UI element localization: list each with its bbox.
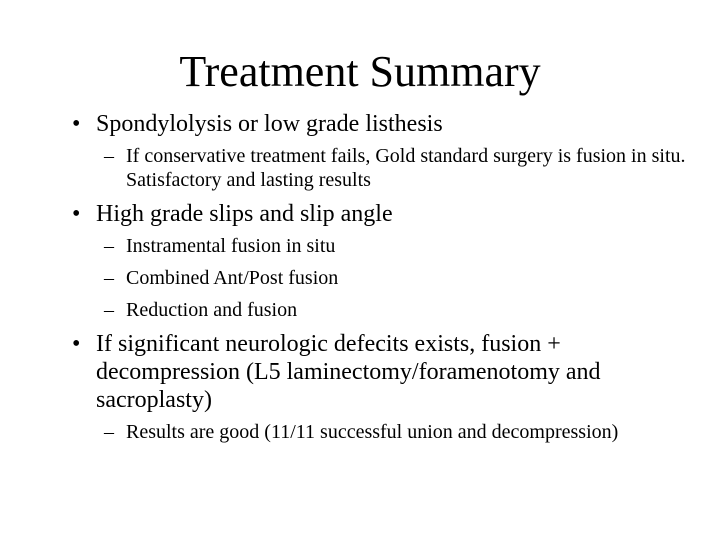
bullet-marker: •	[72, 111, 81, 137]
sub-bullet-text: Results are good (11/11 successful union and decompression)	[126, 421, 619, 443]
sub-bullet-text: If conservative treatment fails, Gold standard surgery is fusion in situ. Satisfactory and lasting results	[126, 145, 686, 191]
bullet-marker: •	[72, 201, 81, 227]
bullet-item	[72, 330, 672, 414]
slide-title: Treatment Summary	[179, 47, 541, 96]
bullet-text: Spondylolysis or low grade listhesis	[96, 111, 443, 137]
bullet-text: High grade slips and slip angle	[96, 201, 393, 227]
sub-bullet-item	[104, 298, 686, 322]
bullet-item	[72, 200, 672, 228]
sub-bullet-marker: –	[104, 145, 114, 167]
sub-bullet-item	[104, 266, 686, 290]
sub-bullet-marker: –	[104, 235, 114, 257]
sub-bullet-item	[104, 144, 686, 192]
sub-bullet-text: Combined Ant/Post fusion	[126, 267, 339, 289]
sub-bullet-marker: –	[104, 421, 114, 443]
bullet-item	[72, 110, 672, 138]
sub-bullet-marker: –	[104, 267, 114, 289]
bullet-text: If significant neurologic defecits exists, fusion + decompression (L5 laminectomy/foramenotomy and sacroplasty)	[96, 331, 601, 413]
sub-bullet-text: Reduction and fusion	[126, 299, 298, 321]
sub-bullet-item	[104, 234, 686, 258]
bullet-list	[72, 110, 686, 452]
sub-bullet-text: Instramental fusion in situ	[126, 235, 336, 257]
bullet-marker: •	[72, 331, 81, 357]
sub-bullet-marker: –	[104, 299, 114, 321]
sub-bullet-item	[104, 420, 686, 444]
